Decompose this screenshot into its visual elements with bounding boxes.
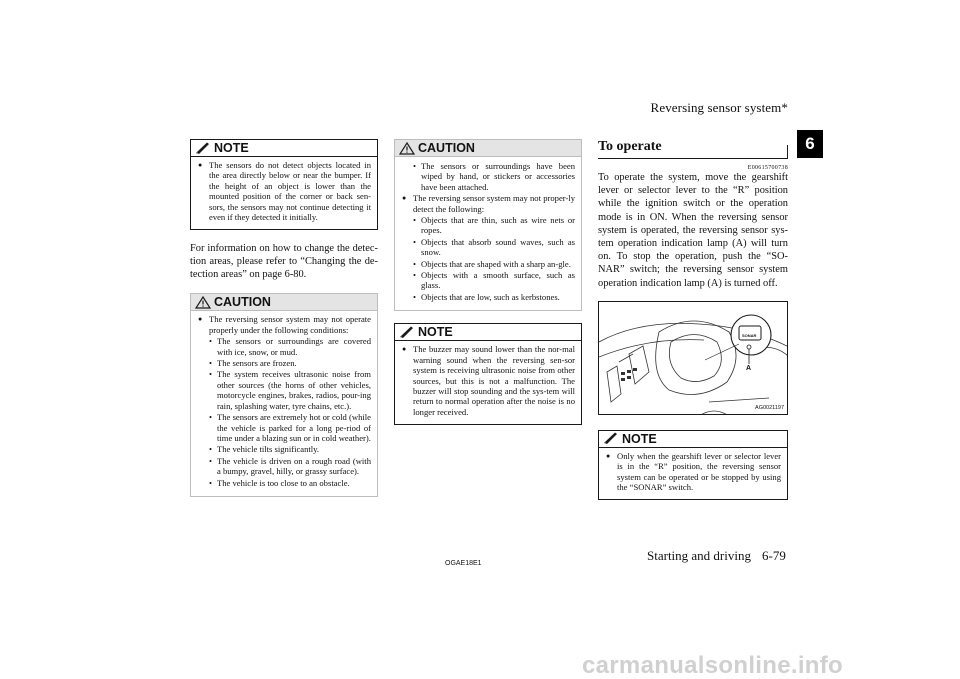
sub-list-item: • The sensors are extremely hot or cold (while the vehicle is parked for a long pe-riod of time under a blazing sun or in cold weather).	[209, 412, 371, 443]
caution-intro: The reversing sensor system may not operate properly under the following conditions:	[209, 314, 371, 335]
note-title: NOTE	[622, 431, 657, 446]
note-text: The buzzer may sound lower than the nor-mal warning sound when the reversing sen-sor system is receiving ultrasonic noise from other sources, but this is not a malfunction. The buzzer will stop sounding and the sys-tem will return to normal operation after the noise is no longer received.	[413, 344, 575, 417]
list-item	[605, 451, 781, 493]
sub-list-item: • The vehicle is too close to an obstacle.	[209, 477, 350, 488]
dashboard-illustration	[599, 302, 788, 415]
note-box	[598, 430, 788, 501]
note-box	[190, 139, 378, 230]
body-paragraph: To operate the system, move the gearshift lever or selector lever to the “R” position while the ignition switch or the operation mode is in ON. When the reversing sensor system is operated, the reversing sensor sys-tem operation indication lamp (A) will turn on. To stop the operation, push the “SO-NAR” switch; the reversing sensor system operation indication lamp (A) is turned off.	[598, 172, 788, 289]
sub-list-item: • Objects with a smooth surface, such as glass.	[413, 270, 575, 291]
watermark: carmanualsonline.info	[582, 652, 844, 679]
caution-header	[191, 294, 377, 311]
bullet-icon: ●	[198, 161, 203, 169]
footer-section-title: Starting and driving	[647, 548, 751, 563]
sub-list-item: • The system receives ultrasonic noise from other sources (the horns of other vehicles, motorcycle engines, brakes, radios, pour-ing rain, splashing water, tyre chains, etc.).	[209, 369, 371, 411]
body-paragraph: For information on how to change the detec-tion areas, please refer to “Changing the de-tection areas” on page 6-80.	[190, 243, 378, 281]
caution-box	[190, 293, 378, 497]
caution-header	[395, 140, 581, 157]
sub-list-item: • The sensors are frozen.	[209, 358, 297, 369]
reference-code: E00615700738	[747, 165, 788, 171]
note-title: NOTE	[214, 141, 249, 155]
chapter-tab: 6	[797, 130, 823, 158]
bullet-icon: ●	[606, 451, 611, 460]
list-item	[401, 193, 575, 303]
sub-list-item: • Objects that are shaped with a sharp an-gle.	[413, 258, 571, 269]
sub-list-item: • The sensors or surroundings have been wiped by hand, or stickers or accessories have been attached.	[413, 161, 575, 192]
sub-list-item: • The sensors or surroundings are covered with ice, snow, or mud.	[209, 336, 371, 357]
note-header	[395, 324, 581, 341]
note-text: Only when the gearshift lever or selector lever is in the “R” position, the reversing sensor system can be operated or be stopped by using the “SONAR” switch.	[617, 450, 781, 493]
bullet-icon: ●	[402, 345, 407, 354]
caution-intro: The reversing sensor system may not proper-ly detect the following:	[413, 193, 575, 214]
warning-triangle-icon	[195, 296, 211, 309]
sub-list-item: • Objects that are low, such as kerbstones.	[413, 291, 560, 302]
list-item	[197, 160, 371, 222]
sub-list-item: • Objects that absorb sound waves, such as snow.	[413, 236, 575, 258]
caution-box	[394, 139, 582, 311]
sub-list-item: • The vehicle is driven on a rough road (with a bumpy, gravel, hilly, or grassy surface).	[209, 455, 371, 477]
callout-label: A	[746, 364, 752, 372]
note-pencil-icon	[603, 432, 619, 445]
caution-title: CAUTION	[418, 141, 475, 155]
list-item	[197, 314, 371, 489]
note-pencil-icon	[195, 142, 211, 155]
note-header	[191, 140, 377, 157]
figure-code: AG0021197	[755, 404, 784, 411]
note-pencil-icon	[399, 326, 415, 339]
section-title: To operate	[598, 139, 788, 159]
warning-triangle-icon	[399, 142, 415, 155]
column-2	[394, 139, 582, 437]
bullet-icon: ●	[402, 194, 407, 203]
note-title: NOTE	[418, 325, 453, 340]
running-header: Reversing sensor system*	[650, 100, 788, 115]
note-box	[394, 323, 582, 425]
sub-list-item: • The vehicle tilts significantly.	[209, 444, 320, 455]
sonar-button-label: SONAR	[742, 332, 757, 338]
column-1	[190, 139, 378, 509]
column-3	[598, 139, 788, 512]
bullet-icon: ●	[198, 315, 203, 324]
caution-title: CAUTION	[214, 295, 271, 310]
note-text: The sensors do not detect objects located in the area directly below or near the bumper. If the height of an object is lower than the mounted position of the corner or back sen-sors, the sensors may not continue detecting it even if they detected it initially.	[209, 160, 371, 223]
note-header	[599, 431, 787, 448]
dashboard-figure	[598, 301, 788, 415]
list-item	[401, 344, 575, 417]
sub-list-item: • Objects that are thin, such as wire nets or ropes.	[413, 215, 575, 236]
document-code: OGAE18E1	[445, 560, 482, 567]
page-number: 6-79	[762, 548, 786, 563]
